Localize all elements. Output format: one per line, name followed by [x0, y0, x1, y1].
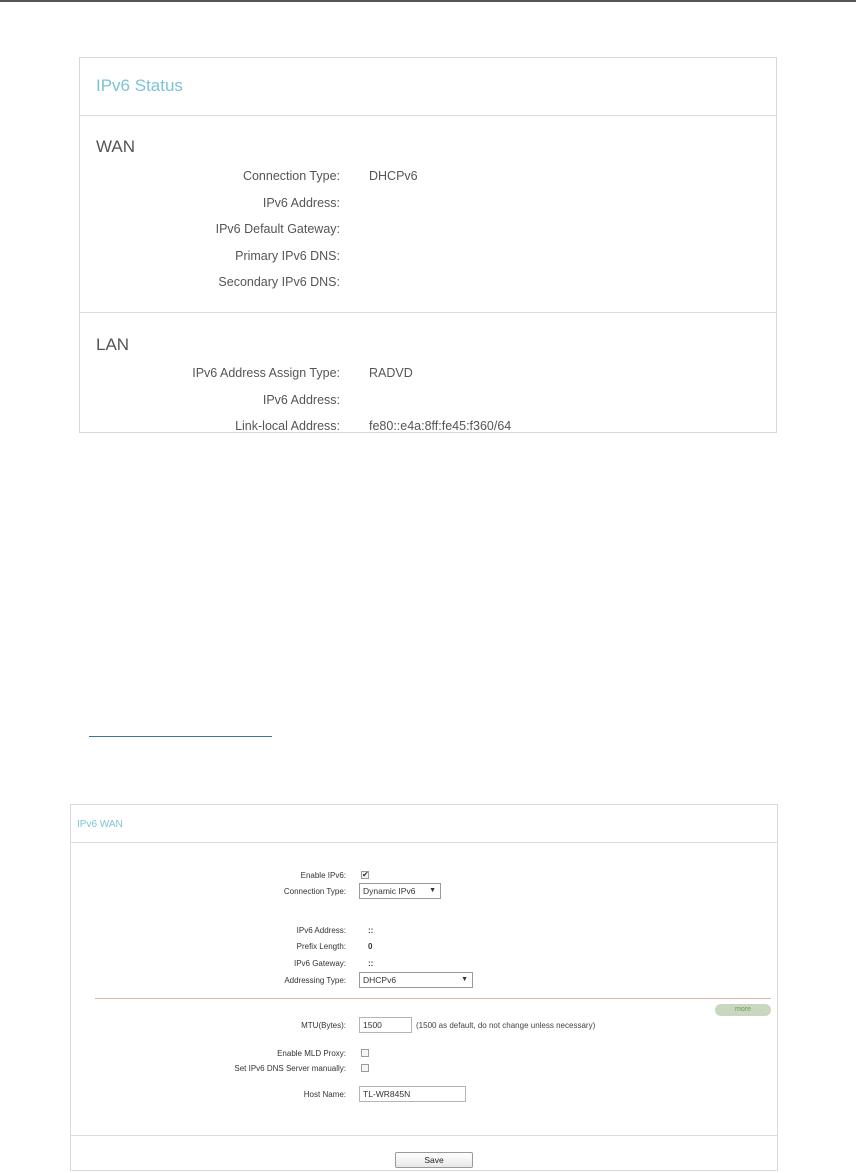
mld-proxy-checkbox[interactable]: [361, 1049, 369, 1057]
ipv6-wan-panel: [70, 804, 778, 1171]
row-value: fe80::e4a:8ff:fe45:f360/64: [369, 419, 512, 433]
ipv6-address-row: [71, 924, 777, 938]
row-label: Connection Type:: [242, 169, 340, 183]
mtu-hint: (1500 as default, do not change unless necessary): [416, 1021, 596, 1030]
set-dns-manually-row: [71, 1062, 777, 1076]
row-label: Secondary IPv6 DNS:: [218, 275, 340, 289]
row-label: Primary IPv6 DNS:: [235, 249, 340, 263]
host-name-row: [71, 1088, 777, 1102]
host-name-input[interactable]: TL-WR845N: [359, 1086, 466, 1102]
top-rule: [0, 0, 856, 2]
wan-heading: WAN: [96, 137, 136, 156]
divider: [80, 312, 776, 313]
row-label: IPv6 Gateway:: [293, 959, 346, 968]
mld-proxy-row: [71, 1047, 777, 1061]
dropdown-arrow-icon: ▼: [461, 976, 468, 983]
row-value: DHCPv6: [369, 169, 418, 183]
select-value: Dynamic IPv6: [363, 886, 416, 896]
row-label: IPv6 Default Gateway:: [215, 222, 340, 236]
row-label: MTU(Bytes):: [301, 1021, 346, 1030]
row-value: 0: [368, 942, 373, 951]
document-link[interactable]: [89, 722, 272, 737]
mtu-row: [71, 1019, 777, 1033]
dropdown-arrow-icon: ▼: [429, 887, 436, 894]
divider: [71, 1135, 777, 1136]
select-value: DHCPv6: [363, 975, 397, 985]
status-row-primary-dns: [80, 249, 776, 269]
prefix-length-row: [71, 940, 777, 954]
row-label: Addressing Type:: [284, 976, 346, 985]
status-panel-title: IPv6 Status: [96, 76, 183, 95]
status-row-ipv6-address: [80, 196, 776, 216]
row-label: Set IPv6 DNS Server manually:: [234, 1064, 346, 1073]
row-label: IPv6 Address:: [262, 393, 340, 407]
status-row-address-assign-type: [80, 366, 776, 386]
addressing-type-select[interactable]: [359, 972, 473, 988]
save-button[interactable]: Save: [395, 1152, 473, 1168]
divider: [80, 115, 776, 116]
row-label: Link-local Address:: [235, 419, 340, 433]
status-row-lan-ipv6-address: [80, 393, 776, 413]
ipv6-gateway-row: [71, 957, 777, 971]
row-label: Host Name:: [303, 1090, 346, 1099]
wan-panel-title: IPv6 WAN: [77, 819, 123, 830]
row-value: ::: [368, 959, 374, 968]
connection-type-row: [71, 885, 777, 899]
enable-ipv6-row: [71, 869, 777, 883]
status-row-link-local-address: [80, 419, 776, 433]
row-value: ::: [368, 926, 374, 935]
advanced-toggle-button[interactable]: more: [715, 1004, 771, 1016]
row-label: IPv6 Address:: [296, 926, 346, 935]
set-dns-manually-checkbox[interactable]: [361, 1064, 369, 1072]
ipv6-status-panel: [79, 57, 777, 433]
row-label: Prefix Length:: [296, 942, 346, 951]
addressing-type-row: [71, 974, 777, 988]
row-label: IPv6 Address Assign Type:: [192, 366, 340, 380]
row-label: Enable IPv6:: [300, 871, 346, 880]
lan-heading: LAN: [96, 335, 130, 354]
divider: [71, 842, 777, 843]
row-label: IPv6 Address:: [262, 196, 340, 210]
enable-ipv6-checkbox[interactable]: ✔: [362, 870, 369, 879]
status-row-default-gateway: [80, 222, 776, 242]
status-row-secondary-dns: [80, 275, 776, 295]
mtu-input[interactable]: 1500: [359, 1017, 412, 1033]
status-row-connection-type: [80, 169, 776, 189]
row-value: RADVD: [369, 366, 413, 380]
row-label: Enable MLD Proxy:: [277, 1049, 346, 1058]
section-divider: [95, 998, 771, 999]
connection-type-select[interactable]: [359, 883, 441, 899]
row-label: Connection Type:: [283, 887, 346, 896]
